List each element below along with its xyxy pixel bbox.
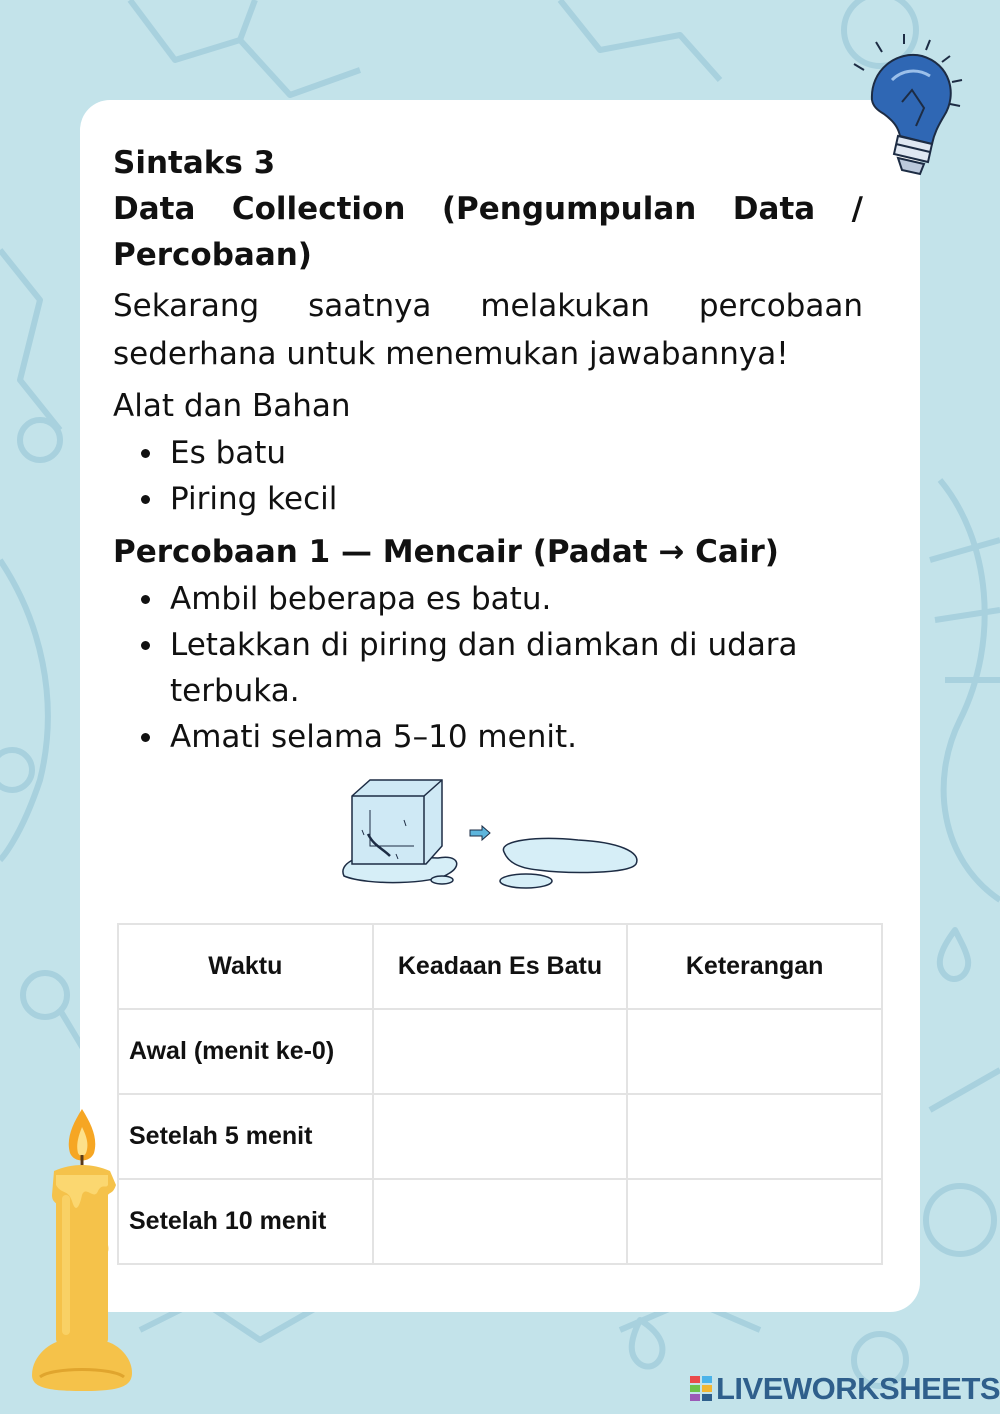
header-waktu: Waktu xyxy=(118,924,373,1009)
list-item: Amati selama 5–10 menit. xyxy=(113,714,863,760)
list-item: Letakkan di piring dan diamkan di udara terbuka. xyxy=(113,622,863,714)
observation-table xyxy=(117,923,883,1265)
logo-text: LIVEWORKSHEETS xyxy=(716,1371,1000,1406)
table-row xyxy=(118,1009,882,1094)
row-label: Setelah 10 menit xyxy=(118,1179,373,1264)
header-keterangan: Keterangan xyxy=(627,924,882,1009)
experiment-steps xyxy=(113,576,863,760)
candle-icon xyxy=(22,1105,142,1395)
materials-title: Alat dan Bahan xyxy=(113,388,351,424)
answer-cell[interactable] xyxy=(373,1094,628,1179)
experiment-title: Percobaan 1 — Mencair (Padat → Cair) xyxy=(113,534,779,570)
list-item: Piring kecil xyxy=(113,476,863,522)
answer-cell[interactable] xyxy=(627,1009,882,1094)
logo-mark-icon xyxy=(690,1376,712,1402)
table-row xyxy=(118,1179,882,1264)
answer-cell[interactable] xyxy=(373,1179,628,1264)
answer-cell[interactable] xyxy=(373,1009,628,1094)
answer-cell[interactable] xyxy=(627,1179,882,1264)
answer-cell[interactable] xyxy=(627,1094,882,1179)
table-header-row xyxy=(118,924,882,1009)
worksheet-content xyxy=(113,140,863,760)
materials-list xyxy=(113,430,863,522)
section-subheading: Data Collection (Pengumpulan Data / Percobaan) xyxy=(113,191,863,273)
row-label: Awal (menit ke-0) xyxy=(118,1009,373,1094)
section-heading: Sintaks 3 xyxy=(113,145,276,181)
row-label: Setelah 5 menit xyxy=(118,1094,373,1179)
melting-ice-illustration xyxy=(338,776,648,896)
liveworksheets-logo xyxy=(690,1370,1000,1408)
table-row xyxy=(118,1094,882,1179)
header-keadaan: Keadaan Es Batu xyxy=(373,924,628,1009)
list-item: Ambil beberapa es batu. xyxy=(113,576,863,622)
intro-text: Sekarang saatnya melakukan percobaan sederhana untuk menemukan jawabannya! xyxy=(113,288,863,372)
list-item: Es batu xyxy=(113,430,863,476)
